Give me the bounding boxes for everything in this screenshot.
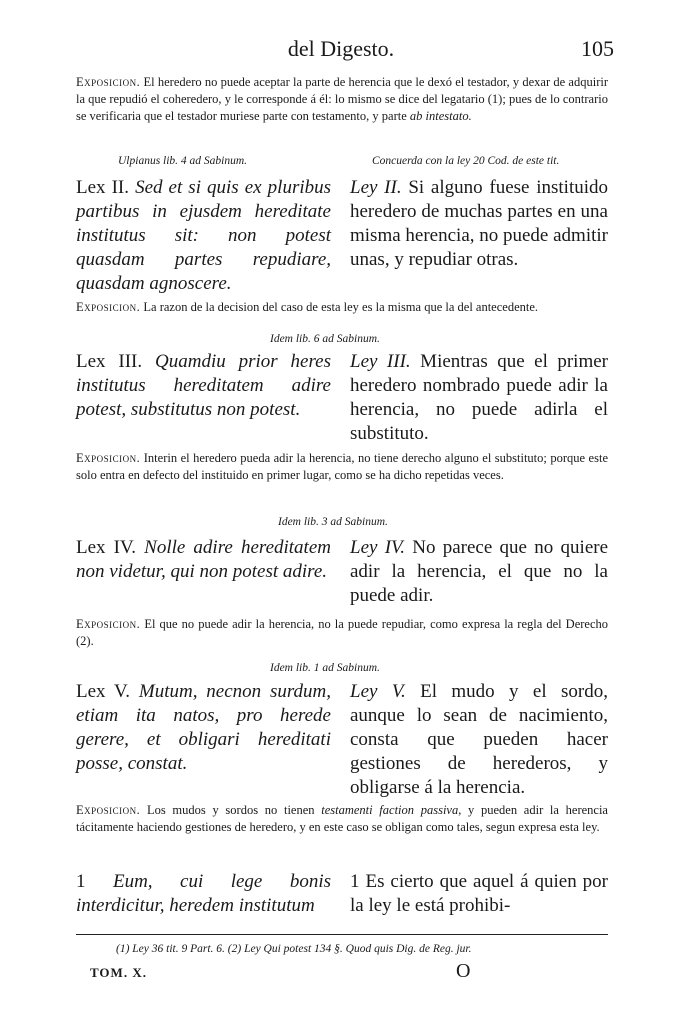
lex-2-latin bbox=[76, 176, 331, 296]
source-reference: Idem lib. 1 ad Sabinum. bbox=[270, 662, 380, 674]
footnotes: (1) Ley 36 tit. 9 Part. 6. (2) Ley Qui potest 134 §. Quod quis Dig. de Reg. jur. bbox=[116, 943, 472, 955]
latin-text: Sed et si quis ex pluribus partibus in ejusdem hereditate institutus sit: non potest quasdam partes repudiare, quasdam agnoscere. bbox=[76, 177, 332, 294]
ley-heading: Ley II. bbox=[350, 177, 402, 198]
section-number: 1 bbox=[76, 871, 86, 892]
spanish-text: No parece que no quiere adir la herencia, el que no la puede adir. bbox=[350, 537, 609, 606]
latin-text: Nolle adire hereditatem non videtur, qui non potest adire. bbox=[76, 537, 331, 582]
exposition-2 bbox=[76, 299, 608, 316]
page-number: 105 bbox=[581, 36, 614, 61]
volume-mark: TOM. X. bbox=[90, 965, 147, 980]
spanish-text: Es cierto que aquel á quien por la ley le está prohibi- bbox=[350, 871, 609, 916]
lex-heading: Lex III. bbox=[76, 351, 143, 372]
exposition-5 bbox=[76, 802, 608, 836]
exposition-4 bbox=[76, 616, 608, 650]
exposition-text: Los mudos y sordos no tienen bbox=[146, 803, 315, 817]
exposition-label: Exposicion. bbox=[76, 75, 141, 89]
section-1-spanish bbox=[350, 870, 608, 918]
ley-2-spanish bbox=[350, 176, 608, 272]
lex-3-latin bbox=[76, 350, 331, 422]
lex-5-latin bbox=[76, 680, 331, 776]
exposition-label: Exposicion. bbox=[76, 300, 141, 314]
ley-heading: Ley III. bbox=[350, 351, 411, 372]
latin-text: Mutum, necnon surdum, etiam ita natos, pro herede gerere, et obligari hereditati posse, constat. bbox=[76, 681, 332, 774]
running-title: del Digesto. bbox=[287, 36, 395, 61]
exposition-1 bbox=[76, 74, 608, 125]
exposition-text: El heredero no puede aceptar la parte de herencia que le dexó el testador, y dexar de adquirir la que repudió el coheredero, y le corresponde á él: lo mismo se dice del legatario (1); pues de lo contrario se verificaria que el testador muriese parte con testamento, y parte bbox=[76, 75, 609, 123]
exposition-italic-term: testamenti faction passiva bbox=[321, 803, 459, 817]
source-reference-left: Ulpianus lib. 4 ad Sabinum. bbox=[118, 155, 248, 167]
footnote-rule bbox=[76, 934, 608, 935]
lex-heading: Lex II. bbox=[76, 177, 129, 198]
exposition-text-cont: , y pueden adir la herencia tácitamente haciendo gestiones de heredero, y en este caso se obligan como tales, segun expresa esta ley. bbox=[76, 803, 608, 834]
spanish-text: El mudo y el sordo, aunque lo sean de nacimiento, consta que pueden hacer gestiones de herederos, y obligarse á la herencia. bbox=[350, 681, 609, 798]
spanish-text: Si alguno fuese instituido heredero de muchas partes en una misma herencia, no puede admitir unas, y repudiar otras. bbox=[350, 177, 609, 270]
lex-heading: Lex IV. bbox=[76, 537, 137, 558]
lex-4-latin bbox=[76, 536, 331, 584]
signature-mark: O bbox=[456, 960, 471, 982]
ley-heading: Ley IV. bbox=[350, 537, 405, 558]
exposition-label: Exposicion. bbox=[76, 617, 141, 631]
concordance-reference: Concuerda con la ley 20 Cod. de este tit. bbox=[372, 155, 560, 167]
exposition-label: Exposicion. bbox=[76, 451, 141, 465]
exposition-label: Exposicion. bbox=[76, 803, 141, 817]
section-1-latin bbox=[76, 870, 331, 918]
spanish-text: Mientras que el primer heredero nombrado puede adir la herencia, no puede adirla el substituto. bbox=[350, 351, 608, 444]
exposition-text: La razon de la decision del caso de esta ley es la misma que la del antecedente. bbox=[143, 300, 539, 314]
ley-heading: Ley V. bbox=[350, 681, 406, 702]
lex-heading: Lex V. bbox=[76, 681, 131, 702]
source-reference: Idem lib. 6 ad Sabinum. bbox=[270, 333, 380, 345]
ley-4-spanish bbox=[350, 536, 608, 608]
exposition-3 bbox=[76, 450, 608, 484]
ley-3-spanish bbox=[350, 350, 608, 446]
source-reference: Idem lib. 3 ad Sabinum. bbox=[278, 516, 388, 528]
latin-text: Quamdiu prior heres institutus hereditatem adire potest, substitutus non potest. bbox=[76, 351, 331, 420]
latin-text: Eum, cui lege bonis interdicitur, heredem institutum bbox=[76, 871, 332, 916]
section-number: 1 bbox=[350, 871, 360, 892]
exposition-text: El que no puede adir la herencia, no la puede repudiar, como expresa la regla del Derecho (2). bbox=[76, 617, 608, 648]
exposition-italic-tail: ab intestato. bbox=[409, 109, 472, 123]
ley-5-spanish bbox=[350, 680, 608, 800]
exposition-text: Interin el heredero pueda adir la herencia, no tiene derecho alguno el substituto; porque este solo entra en defecto del instituido en primer lugar, como se ha dicho repetidas veces. bbox=[76, 451, 608, 482]
